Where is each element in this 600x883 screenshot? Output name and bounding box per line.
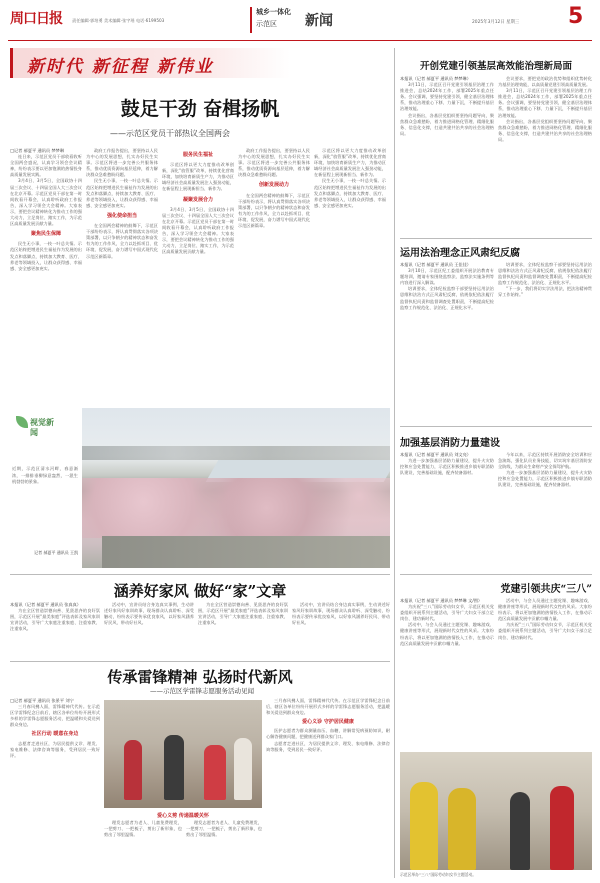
lead-col-4 [238,148,310,404]
newspaper-logo: 周口日报 [10,11,62,27]
right2-byline: 本报讯（记者 郝夏平 通讯员 王佳佳） [400,262,471,267]
right3-col-2 [498,452,592,570]
right4-p1: 为庆祝“三八”国际劳动妇女节，示范区机关党委组织开展系列主题活动，引导广大妇女干部立足岗位、建功新时代。 [400,604,494,622]
right3-byline: 本报讯（记者 郝夏平 通讯员 刘文亮） [400,452,471,457]
mid-p2b: 活动中，宣讲员结合身边真实事例，生动讲述好家风好家训故事，现场群众认真聆听、深受触动，纷纷表示要传承优良家风，以好家风涵养好民风、带动好社风。 [292,602,390,626]
mid-byline: 本报讯（记者 郝夏平 通讯员 张真真） [10,602,81,607]
theme-banner [10,48,290,78]
lead-subhead-5: 创新发展动力 [258,182,289,189]
lower-divider [10,661,390,662]
lower-p4: 理发志愿者为老人、儿童免费理发，一把剪刀、一把梳子，剪出了新形象，也剪出了邻里温情。 [104,820,182,838]
lead-subhead-3: 服务民生福祉 [182,152,213,158]
right4-col-2 [498,598,592,748]
photo-blossom-trees [82,478,390,538]
lead-byline: □记者 郝夏平 通讯员 梦梦琳 [10,148,65,153]
section-top: 城乡一体化 [256,8,291,16]
lead-p2c: 民生无小事，一枝一叶总关情。示范区始终把增进民生福祉作为发展的出发点和落脚点，持续加大教育、医疗、养老等领域投入，让群众获得感、幸福感、安全感更加充实。 [314,178,386,208]
womens-day-photo [400,752,592,870]
volunteer-photo-1 [104,700,262,808]
lower-p3: 医护志愿者为群众测量血压、血糖，讲解常见病预防知识，耐心解答健康问题，把健康送到群众家门口。 [266,728,390,740]
banner-text: 新时代 新征程 新伟业 [27,57,214,77]
lead-subhead-1: 聚焦民生保障 [30,231,61,238]
right4-col-1 [400,598,494,748]
right1-p3: 会议要求，要把党的政治优势和组织优势转化为基层治理效能，以高质量党建引领高质量发展。 [498,76,592,88]
right1-col-2 [498,76,592,236]
right-column-divider [394,48,395,878]
lower-p4b: 理发志愿者为老人、儿童免费理发，一把剪刀、一把梳子，剪出了新形象，也剪出了邻里温情。 [186,820,262,838]
fresh-news-caption: 近期，示范区清水河畔，春意渐浓，一排排垂柳绿意盎然，一派生机勃勃的景象。 [12,466,78,484]
right1-p2: 会议指出，各基层党组织要坚持问题导向，聚焦群众急难愁盼，着力推进网格化管理、精细化服务、信息化支撑，打造共建共治共享的社会治理格局。 [400,112,494,136]
right2-col-1 [400,262,494,422]
lower-p2b: 志愿者走进社区，为居民提供义诊、理发、家电维修、法律咨询等服务，受到居民一致好评。 [266,740,390,752]
right2-divider [400,238,592,239]
lead-col-1 [10,148,82,404]
lead-p4: 在全国两会精神的鼓舞下，示范区干部纷纷表示，将认真贯彻落实各项决策部署，以只争朝夕的精神状态和奋发有为的工作作风，全力以赴抓项目、优环境、促发展，奋力谱写中国式现代化示范区新篇章。 [86,223,158,259]
right4-divider [400,574,592,575]
right4-p2b: 活动中，与会人员通过主题党课、趣味游戏、健康讲座等形式，展现新时代女性的风采。大家纷纷表示，将以更加饱满的热情投入工作，在推动示范区高质量发展中贡献巾帼力量。 [498,598,592,622]
right3-p1b: 为进一步加强基层消防力量建设，提升火灾防控和应急处置能力，示范区积极推进乡镇专职消防队建设，完善基础设施，配齐装备器材。 [498,470,592,488]
lower-p1: 三月春风拂人面，雷锋精神代代传。在示范区学雷锋纪念日前后，辖区各单位纷纷开展形式多样的学雷锋志愿服务活动，把温暖和关爱送到群众身边。 [10,704,100,728]
right2-title: 运用法治理念正风肃纪反腐 [400,248,520,259]
lead-subhead-4: 凝聚发展合力 [182,196,213,203]
photo-figure-2 [164,735,184,800]
lead-p3: 政府工作报告提出，要坚持以人民为中心的发展思想，扎实办好民生实事。示范区将进一步完善公共服务体系，推动优质资源向基层延伸，着力解决群众急难愁盼问题。 [86,148,158,178]
right3-col-1 [400,452,494,570]
right2-p1: 3月10日，示范区纪工委组织开展法治教育专题培训，邀请专家围绕监察法、监察法实施条例等内容进行深入解读。 [400,268,494,286]
lead-intro: 连日来，示范区党员干部收看收听全国两会盛况，认真学习领会会议精神，纷纷表示要以更加饱满的热情投身高质量发展实践。 [10,154,82,178]
lower-subtitle: ——示范区学雷锋志愿服务活动见闻 [150,687,254,695]
womens-day-caption: 示范区举办“三八”国际劳动妇女节主题活动。 [400,872,477,877]
lower-col-3 [186,820,262,878]
lead-p1: 3月4日、3月5日，全国政协十四届三次会议、十四届全国人大三次会议在北京开幕。示范区党员干部在第一时间收看开幕会，认真聆听政府工作报告，深入学习领会大会精神。大家表示，要把会议精神转化为推动工作的强大动力，立足岗位、踏实工作，为示范区高质量发展贡献力量。 [10,178,82,227]
lower-col-4 [266,698,390,878]
lead-col-5 [314,148,386,404]
section-name: 新闻 [305,13,333,29]
mid-p2: 活动中，宣讲员结合身边真实事例，生动讲述好家风好家训故事，现场群众认真聆听、深受触动，纷纷表示要传承优良家风，以好家风涵养好民风、带动好社风。 [104,602,194,626]
right4-title: 党建引领共庆“三八” [500,584,592,595]
section-label-box [250,7,298,33]
lead-p5b: 示范区将以更大力度推动改革创新，深化“放管服”改革，持续优化营商环境，加快培育新质生产力，为推动区域经济社会高质量发展注入强劲动能，在新征程上展现新担当、新作为。 [314,148,386,178]
right1-p2b: 会议指出，各基层党组织要坚持问题导向，聚焦群众急难愁盼，着力推进网格化管理、精细化服务、信息化支撑，打造共建共治共享的社会治理格局。 [498,118,592,142]
staff-line: 责任编辑·郭培勇 美术编辑·张宇瑶 电话·6199503 [72,18,165,23]
lead-p2b: 民生无小事，一枝一叶总关情。示范区始终把增进民生福祉作为发展的出发点和落脚点，持续加大教育、医疗、养老等领域投入，让群众获得感、幸福感、安全感更加充实。 [86,178,158,208]
right1-p1: 3月11日，示范区召开党建引领基层治理工作推进会，总结2024年工作，部署2025年重点任务。会议强调，要坚持党建引领，健全基层治理体系，推动治理重心下移、力量下沉，不断提升基层治理效能。 [400,82,494,112]
right1-p1b: 3月11日，示范区召开党建引领基层治理工作推进会，总结2024年工作，部署2025年重点任务。会议强调，要坚持党建引领，健全基层治理体系，推动治理重心下移、力量下沉，不断提升基层治理效能。 [498,88,592,118]
section-bottom: 示范区 [256,20,277,28]
right3-p1: 为进一步加强基层消防力量建设，提升火灾防控和应急处置能力，示范区积极推进乡镇专职消防队建设，完善基础设施，配齐装备器材。 [400,458,494,476]
lower-subhead-1: 社区行动 暖意在身边 [31,731,79,738]
lower-subhead-3: 爱心义剪 传递温暖关怀 [157,813,209,819]
photo-figure-yellow-2 [448,788,476,870]
fresh-news-icon [10,410,82,462]
photo-figure-dark [510,792,530,870]
mid-col-1 [10,602,100,658]
leaf-icon [16,416,28,428]
photo-path [102,536,390,568]
mid-divider [10,574,390,575]
masthead [0,0,600,44]
mid-p1b: 为在全区营造崇德向善、见贤思齐的良好氛围，示范区开展“最美家庭”评选表彰及家风家训宣讲活动，引导广大家庭注重家庭、注重家教、注重家风。 [198,602,288,626]
lead-p2: 民生无小事，一枝一叶总关情。示范区始终把增进民生福祉作为发展的出发点和落脚点，持续加大教育、医疗、养老等领域投入，让群众获得感、幸福感、安全感更加充实。 [10,241,82,271]
lower-col-1 [10,698,100,878]
fresh-news-panel [10,408,390,570]
mid-col-2 [104,602,194,658]
photo-figure-yellow-1 [410,782,438,870]
lead-p4b: 在全国两会精神的鼓舞下，示范区干部纷纷表示，将认真贯彻落实各项决策部署，以只争朝夕的精神状态和奋发有为的工作作风，全力以赴抓项目、优环境、促发展，奋力谱写中国式现代化示范区新篇章。 [238,192,310,229]
lead-col-2 [86,148,158,404]
riverside-photo [82,408,390,568]
lead-title: 鼓足干劲 奋楫扬帆 [120,98,280,120]
issue-date: 2025年3月12日 星期三 [472,20,520,25]
mid-col-3 [198,602,288,658]
lead-p3b: 政府工作报告提出，要坚持以人民为中心的发展思想，扎实办好民生实事。示范区将进一步完善公共服务体系，推动优质资源向基层延伸，着力解决群众急难愁盼问题。 [238,148,310,178]
masthead-rule [8,40,592,41]
right3-p2: 今年以来，示范区持续开展消防安全培训和应急演练，强化队员业务技能，切实筑牢基层消防安全防线，为群众生命财产安全保驾护航。 [498,452,592,470]
right4-byline: 本报讯（记者 郝夏平 通讯员 梦梦琳 文/图） [400,598,483,603]
page-number: 5 [568,4,584,29]
right1-byline: 本报讯（记者 郝夏平 通讯员 梦梦琳） [400,76,471,81]
lead-p1b: 3月4日、3月5日，全国政协十四届三次会议、十四届全国人大三次会议在北京开幕。示范区党员干部在第一时间收看开幕会，认真聆听政府工作报告，深入学习领会大会精神。大家表示，要把会议精神转化为推动工作的强大动力，立足岗位、踏实工作，为示范区高质量发展贡献力量。 [162,206,234,255]
lead-subtitle: ——示范区党员干部热议全国两会 [110,129,230,138]
photo-figure-red [550,786,574,870]
photo-figure-4 [234,738,252,800]
photo-skyline [82,446,390,460]
right2-p3: “下一步，我们将切实学法用法，把法治精神贯穿工作始终。” [498,286,592,298]
lower-col-2 [104,820,182,878]
lower-p1b: 三月春风拂人面，雷锋精神代代传。在示范区学雷锋纪念日前后，辖区各单位纷纷开展形式多样的学雷锋志愿服务活动，把温暖和关爱送到群众身边。 [266,698,390,716]
lead-col-3 [162,148,234,404]
right2-p2: 培训要求，全体纪检监察干部要坚持运用法治思维和法治方式正风肃纪反腐，依规依纪依法履行监督执纪问责和监督调查处置职责，不断提高纪检监察工作规范化、法治化、正规化水平。 [400,286,494,310]
fresh-news-label: 视觉新闻 [30,418,54,437]
photo-figure-1 [124,740,142,800]
lower-byline: □记者 郝夏平 通讯员 张景平 刘宁 [10,698,74,703]
right1-col-1 [400,76,494,236]
lower-p2: 志愿者走进社区，为居民提供义诊、理发、家电维修、法律咨询等服务，受到居民一致好评。 [10,740,100,758]
right3-divider [400,426,592,427]
lead-p5: 示范区将以更大力度推动改革创新，深化“放管服”改革，持续优化营商环境，加快培育新质生产力，为推动区域经济社会高质量发展注入强劲动能，在新征程上展现新担当、新作为。 [162,162,234,192]
mid-p1: 为在全区营造崇德向善、见贤思齐的良好氛围，示范区开展“最美家庭”评选表彰及家风家训宣讲活动，引导广大家庭注重家庭、注重家教、注重家风。 [10,608,100,632]
right2-col-2 [498,262,592,422]
mid-col-4 [292,602,390,658]
right4-p1b: 为庆祝“三八”国际劳动妇女节，示范区机关党委组织开展系列主题活动，引导广大妇女干部立足岗位、建功新时代。 [498,622,592,640]
right3-title: 加强基层消防力量建设 [400,438,500,449]
mid-title: 涵养好家风 做好“家”文章 [113,582,287,600]
photo-figure-3 [204,745,226,800]
lead-subhead-2: 强化使命担当 [106,212,137,219]
lower-subhead-2: 爱心义诊 守护居民健康 [302,719,354,726]
right4-p2: 活动中，与会人员通过主题党课、趣味游戏、健康讲座等形式，展现新时代女性的风采。大家纷纷表示，将以更加饱满的热情投入工作，在推动示范区高质量发展中贡献巾帼力量。 [400,622,494,646]
right2-p2b: 培训要求，全体纪检监察干部要坚持运用法治思维和法治方式正风肃纪反腐，依规依纪依法履行监督执纪问责和监督调查处置职责，不断提高纪检监察工作规范化、法治化、正规化水平。 [498,262,592,286]
fresh-news-credit: 记者 郝夏平 通讯员 王凯 [34,550,78,555]
lower-title: 传承雷锋精神 弘扬时代新风 [107,668,293,686]
right1-title: 开创党建引领基层高效能治理新局面 [419,61,572,72]
